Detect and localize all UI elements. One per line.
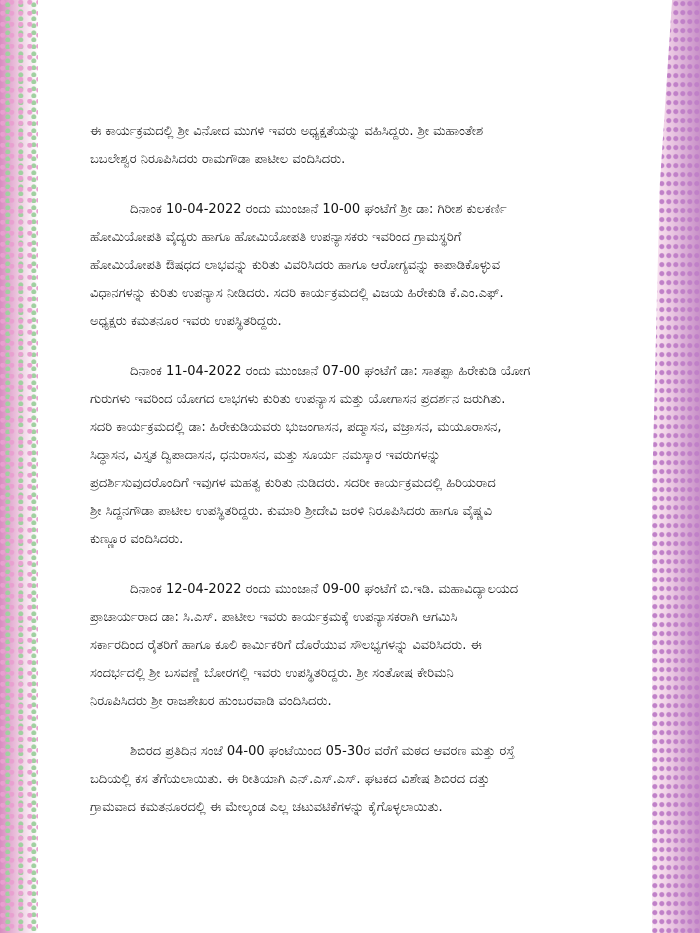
paragraph-4	[90, 576, 675, 716]
text-line: ಹೋಮಿಯೋಪತಿ ವೈದ್ಯರು ಹಾಗೂ ಹೋಮಿಯೋಪತಿ ಉಪನ್ಯಾಸಕರು ಇವರಿಂದ ಗ್ರಾಮಸ್ಥರಿಗೆ	[90, 230, 462, 245]
document-page	[40, 0, 652, 933]
text-line: ನಿರೂಪಿಸಿದರು ಶ್ರೀ ರಾಜಶೇಖರ ಹುಂಬರವಾಡಿ ವಂದಿಸಿದರು.	[90, 694, 332, 709]
text-line: ಪ್ರದರ್ಶಿಸುವುದರೊಂದಿಗೆ ಇವುಗಳ ಮಹತ್ವ ಕುರಿತು ನುಡಿದರು. ಸದರೀ ಕಾರ್ಯಕ್ರಮದಲ್ಲಿ ಹಿರಿಯರಾದ	[90, 476, 496, 491]
text-line: ಸಂದರ್ಭದಲ್ಲಿ ಶ್ರೀ ಬಸವಣ್ಣೆ ಬೋರಗಲ್ಲಿ ಇವರು ಉಪಸ್ಥಿತರಿದ್ದರು. ಶ್ರೀ ಸಂತೋಷ ಕೇರಿಮನಿ	[90, 666, 454, 681]
paragraph-1	[90, 118, 675, 174]
text-line: ಬದಿಯಲ್ಲಿ ಕಸ ತೆಗೆಯಲಾಯಿತು. ಈ ರೀತಿಯಾಗಿ ಎನ್.ಎಸ್.ಎಸ್. ಘಟಕದ ವಿಶೇಷ ಶಿಬಿರದ ದತ್ತು	[90, 772, 490, 787]
text-line: ಹೋಮಿಯೋಪತಿ ಔಷಧದ ಲಾಭವನ್ನು ಕುರಿತು ವಿವರಿಸಿದರು ಹಾಗೂ ಆರೋಗ್ಯವನ್ನು ಕಾಪಾಡಿಕೊಳ್ಳುವ	[90, 258, 501, 273]
text-line: ದಿನಾಂಕ 12-04-2022 ರಂದು ಮುಂಜಾನೆ 09-00 ಘಂಟೆಗೆ ಬಿ.ಇಡಿ. ಮಹಾವಿದ್ಯಾಲಯದ	[130, 582, 519, 597]
text-line: ದಿನಾಂಕ 11-04-2022 ರಂದು ಮುಂಜಾನೆ 07-00 ಘಂಟೆಗೆ ಡಾ: ಸಾತಪ್ಪಾ ಹಿರೇಕುಡಿ ಯೋಗ	[130, 364, 531, 379]
text-line: ಅಧ್ಯಕ್ಷರು ಕಮತನೂರ ಇವರು ಉಪಸ್ಥಿತರಿದ್ದರು.	[90, 314, 282, 329]
text-line: ಸದರಿ ಕಾರ್ಯಕ್ರಮದಲ್ಲಿ ಡಾ: ಹಿರೇಕುಡಿಯವರು ಭುಜಂಗಾಸನ, ಪದ್ಮಾಸನ, ವಜ್ರಾಸನ, ಮಯೂರಾಸನ,	[90, 420, 502, 435]
text-line: ಸರ್ಕಾರದಿಂದ ರೈತರಿಗೆ ಹಾಗೂ ಕೂಲಿ ಕಾರ್ಮಿಕರಿಗೆ ದೊರೆಯುವ ಸೌಲಭ್ಯಗಳನ್ನು ವಿವರಿಸಿದರು. ಈ	[90, 638, 482, 653]
text-line: ಸಿದ್ಧಾಸನ, ವಿಸ್ತೃತ ದ್ವಿಪಾದಾಸನ, ಧನುರಾಸನ, ಮತ್ತು ಸೂರ್ಯ ನಮಸ್ಕಾರ ಇವರುಗಳನ್ನು	[90, 448, 441, 463]
document-body	[90, 118, 675, 844]
text-line: ದಿನಾಂಕ 10-04-2022 ರಂದು ಮುಂಜಾನೆ 10-00 ಘಂಟೆಗೆ ಶ್ರೀ ಡಾ: ಗಿರೀಶ ಕುಲಕರ್ಣಿ	[130, 202, 507, 217]
text-line: ಪ್ರಾಚಾರ್ಯರಾದ ಡಾ: ಸಿ.ಎಸ್. ಪಾಟೀಲ ಇವರು ಕಾರ್ಯಕ್ರಮಕ್ಕೆ ಉಪನ್ಯಾಸಕರಾಗಿ ಆಗಮಿಸಿ	[90, 610, 458, 625]
paragraph-3	[90, 358, 675, 554]
text-line: ಗುರುಗಳು ಇವರಿಂದ ಯೋಗದ ಲಾಭಗಳು ಕುರಿತು ಉಪನ್ಯಾಸ ಮತ್ತು ಯೋಗಾಸನ ಪ್ರದರ್ಶನ ಜರುಗಿತು.	[90, 392, 506, 407]
paragraph-2	[90, 196, 675, 336]
text-line: ಈ ಕಾರ್ಯಕ್ರಮದಲ್ಲಿ ಶ್ರೀ ವಿನೋದ ಮುಗಳಿ ಇವರು ಅಧ್ಯಕ್ಷತೆಯನ್ನು ವಹಿಸಿದ್ದರು. ಶ್ರೀ ಮಹಾಂತೇಶ	[90, 124, 484, 139]
text-line: ಕುಣ್ಣೂರ ವಂದಿಸಿದರು.	[90, 532, 184, 547]
text-line: ಶ್ರೀ ಸಿದ್ದನಗೌಡಾ ಪಾಟೀಲ ಉಪಸ್ಥಿತರಿದ್ದರು. ಕುಮಾರಿ ಶ್ರೀದೇವಿ ಜರಳಿ ನಿರೂಪಿಸಿದರು ಹಾಗೂ ವೈಷ್ಣವಿ	[90, 504, 492, 519]
text-line: ವಿಧಾನಗಳನ್ನು ಕುರಿತು ಉಪನ್ಯಾಸ ನೀಡಿದರು. ಸದರಿ ಕಾರ್ಯಕ್ರಮದಲ್ಲಿ ವಿಜಯ ಹಿರೇಕುಡಿ ಕೆ.ಎಂ.ಎಫ್.	[90, 286, 504, 301]
paragraph-5	[90, 738, 675, 822]
text-line: ಗ್ರಾಮವಾದ ಕಮತನೂರದಲ್ಲಿ ಈ ಮೇಲ್ಕಂಡ ಎಲ್ಲ ಚಟುವಟಿಕೆಗಳನ್ನು ಕೈಗೊಳ್ಳಲಾಯಿತು.	[90, 800, 443, 815]
scan-left-edge	[0, 0, 38, 933]
text-line: ಶಿಬಿರದ ಪ್ರತಿದಿನ ಸಂಜೆ 04-00 ಘಂಟೆಯಿಂದ 05-30ರ ವರೆಗೆ ಮಠದ ಆವರಣ ಮತ್ತು ರಸ್ತೆ	[130, 744, 515, 759]
text-line: ಬಬಲೇಶ್ವರ ನಿರೂಪಿಸಿದರು ರಾಮಗೌಡಾ ಪಾಟೀಲ ವಂದಿಸಿದರು.	[90, 152, 346, 167]
